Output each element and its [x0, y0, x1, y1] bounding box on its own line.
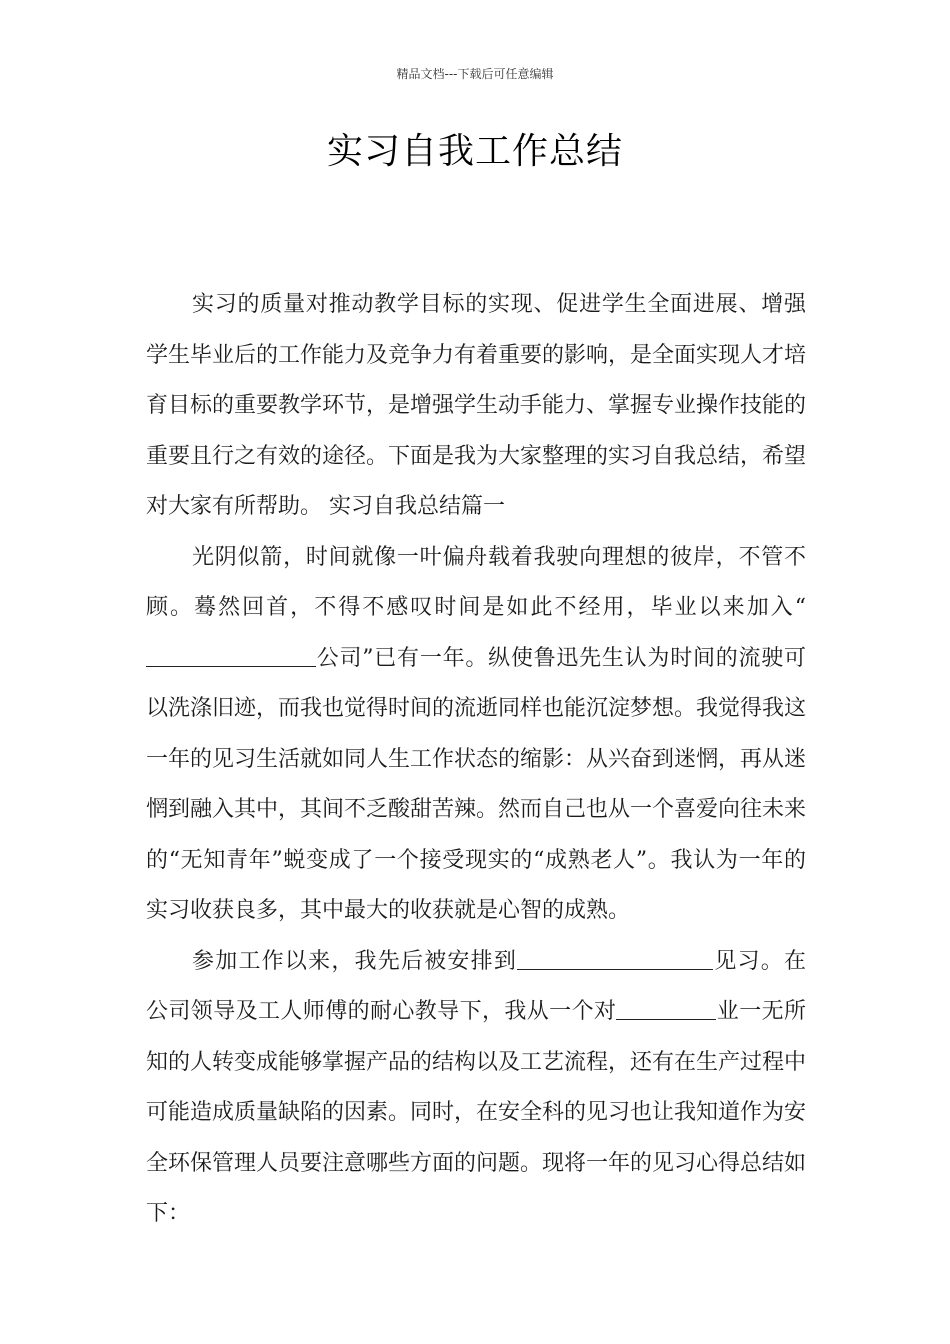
paragraph-work-text-1: 参加工作以来，我先后被安排到: [192, 948, 518, 974]
document-title: 实习自我工作总结: [326, 131, 623, 172]
fill-blank-company: [146, 644, 316, 667]
paragraph-work-text-3: 业一无所知的人转变成能够掌握产品的结构以及工艺流程，还有在生产过程中可能造成质量缺陷的因素。同时，在安全科的见习也让我知道作为安全环保管理人员要注意哪些方面的问题。现将一年的见习心得总结如下：: [146, 999, 807, 1226]
paragraph-intro-text: 实习的质量对推动教学目标的实现、促进学生全面进展、增强学生毕业后的工作能力及竞争力有着重要的影响，是全面实现人才培育目标的重要教学环节，是增强学生动手能力、掌握专业操作技能的重要且行之有效的途径。下面是我为大家整理的实习自我总结，希望对大家有所帮助。 实习自我总结篇一: [146, 292, 807, 519]
document-body: [146, 280, 806, 1240]
fill-blank-department: [517, 947, 713, 970]
paragraph-intro: [146, 280, 806, 533]
paragraph-reflection-text-2: 公司”已有一年。纵使鲁迅先生认为时间的流驶可以洗涤旧迹，而我也觉得时间的流逝同样也能沉淀梦想。我觉得我这一年的见习生活就如同人生工作状态的缩影：从兴奋到迷惘，再从迷惘到融入其中，其间不乏酸甜苦辣。然而自己也从一个喜爱向往未来的“无知青年”蜕变成了一个接受现实的“成熟老人”。我认为一年的实习收获良多，其中最大的收获就是心智的成熟。: [146, 645, 807, 923]
paragraph-work: [146, 937, 806, 1240]
header-note: 精品文档---下载后可任意编辑: [396, 67, 554, 81]
paragraph-reflection-text-1: 光阴似箭，时间就像一叶偏舟载着我驶向理想的彼岸，不管不顾。蓦然回首，不得不感叹时间是如此不经用，毕业以来加入“: [146, 544, 806, 620]
fill-blank-industry: [616, 997, 716, 1020]
paragraph-reflection: [146, 533, 806, 937]
paragraph-work-text-2: 见习。在公司领导及工人师傅的耐心教导下，我从一个对: [146, 948, 806, 1024]
